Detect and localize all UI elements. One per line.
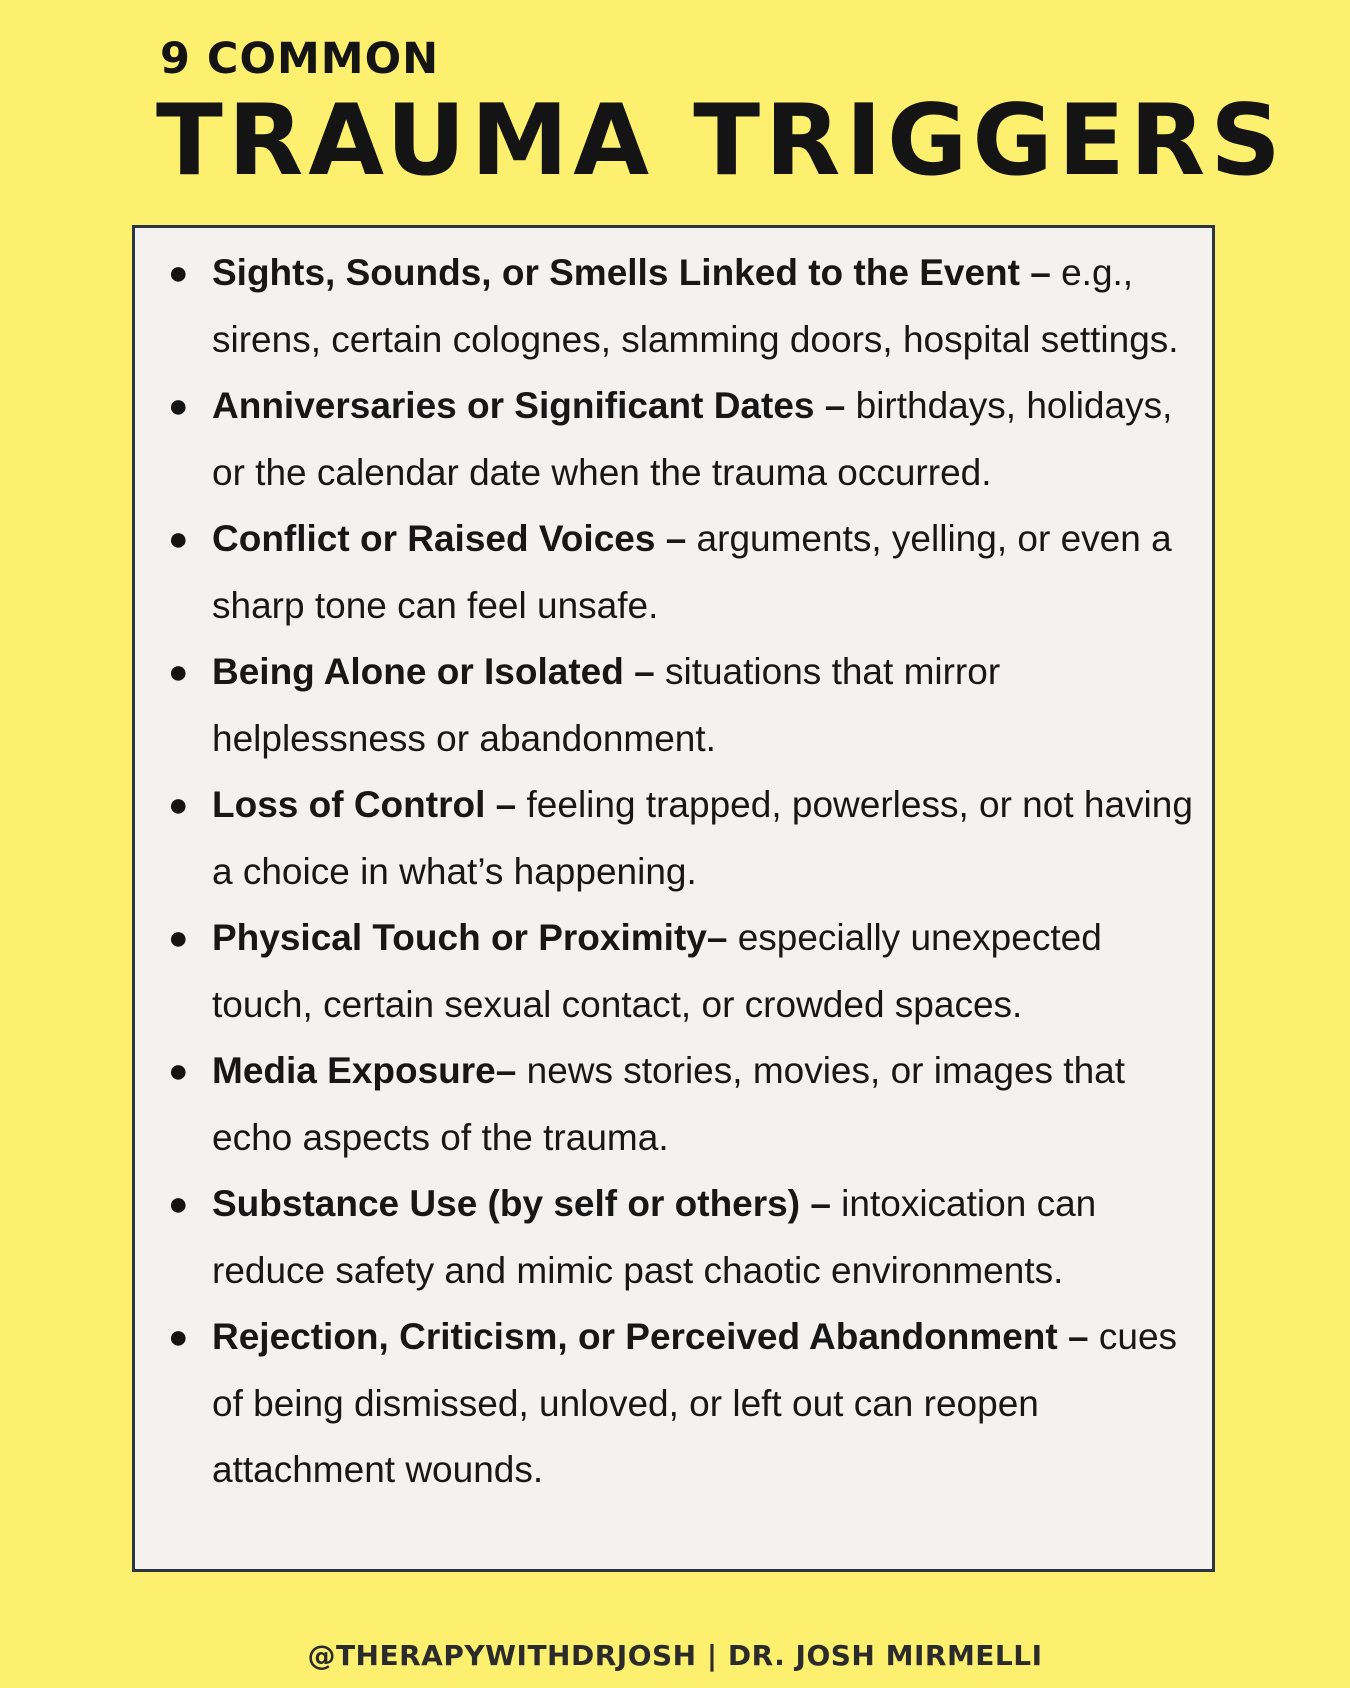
bullet-icon: ● [168, 653, 189, 691]
list-item [168, 905, 1194, 1038]
trigger-term: Media Exposure– [212, 1050, 517, 1091]
trigger-term: Conflict or Raised Voices – [212, 518, 687, 559]
trigger-term: Loss of Control – [212, 784, 517, 825]
trigger-term: Substance Use (by self or others) – [212, 1183, 831, 1224]
bullet-icon: ● [168, 387, 189, 425]
trigger-term: Being Alone or Isolated – [212, 651, 655, 692]
trigger-description: arguments, yelling, or even a sharp tone can feel unsafe. [212, 518, 1172, 626]
bullet-icon: ● [168, 919, 189, 957]
trigger-description: birthdays, holidays, or the calendar date when the trauma occurred. [212, 385, 1173, 493]
trigger-description: intoxication can reduce safety and mimic past chaotic environments. [212, 1183, 1097, 1291]
trigger-description: e.g., sirens, certain colognes, slamming doors, hospital settings. [212, 252, 1179, 360]
list-item [168, 772, 1194, 905]
trigger-term: Physical Touch or Proximity– [212, 917, 728, 958]
triggers-card [132, 225, 1215, 1572]
bullet-icon: ● [168, 1052, 189, 1090]
trigger-term: Anniversaries or Significant Dates – [212, 385, 846, 426]
trigger-description: news stories, movies, or images that echo aspects of the trauma. [212, 1050, 1126, 1158]
list-item [168, 240, 1194, 373]
list-item [168, 639, 1194, 772]
header [156, 34, 1286, 198]
trigger-term: Rejection, Criticism, or Perceived Abandonment – [212, 1316, 1089, 1357]
footer-credit: @THERAPYWITHDRJOSH | DR. JOSH MIRMELLI [307, 1639, 1043, 1672]
kicker-text: 9 COMMON [160, 34, 440, 84]
bullet-icon: ● [168, 254, 189, 292]
list-item [168, 1171, 1194, 1304]
trigger-description: especially unexpected touch, certain sexual contact, or crowded spaces. [212, 917, 1102, 1025]
page-title: TRAUMA TRIGGERS [156, 84, 1286, 198]
trigger-term: Sights, Sounds, or Smells Linked to the Event – [212, 252, 1051, 293]
trigger-description: cues of being dismissed, unloved, or left out can reopen attachment wounds. [212, 1316, 1178, 1490]
trigger-description: feeling trapped, powerless, or not having a choice in what’s happening. [212, 784, 1193, 892]
trigger-description: situations that mirror helplessness or abandonment. [212, 651, 1001, 759]
list-item [168, 1304, 1194, 1504]
bullet-icon: ● [168, 786, 189, 824]
bullet-icon: ● [168, 1318, 189, 1356]
bullet-icon: ● [168, 520, 189, 558]
triggers-list [168, 240, 1194, 1504]
list-item [168, 506, 1194, 639]
bullet-icon: ● [168, 1185, 189, 1223]
list-item [168, 373, 1194, 506]
list-item [168, 1038, 1194, 1171]
